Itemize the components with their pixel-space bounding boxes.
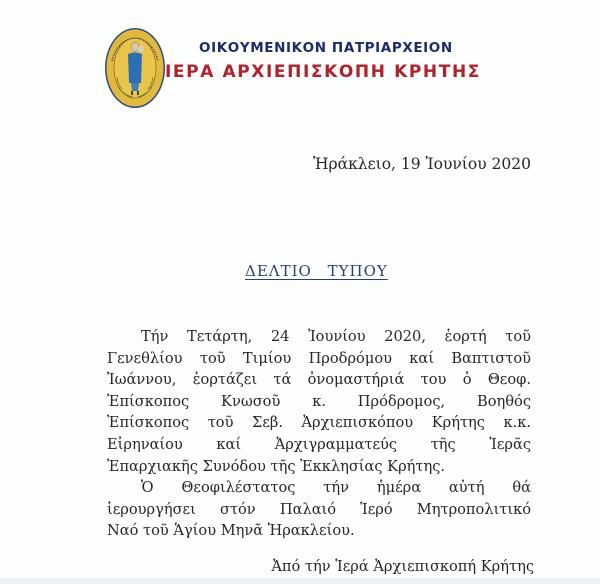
patriarchate-heading: ΟΙΚΟΥΜΕΝΙΚΟΝ ΠΑΤΡΙΑΡΧΕΙΟΝ (199, 40, 453, 56)
press-release-title: ΔΕΛΤΙΟ ΤΥΠΟΥ (245, 262, 388, 280)
text-line: ἱερουργήσει στόν Παλαιό Ἱερό Μητροπολιτικό (107, 500, 531, 518)
text-line: Γενεθλίου τοῦ Τιμίου Προδρόμου καί Βαπτιστοῦ (107, 349, 531, 367)
archdiocese-seal-icon (104, 27, 166, 109)
text-line: Ἐπαρχιακῆς Συνόδου τῆς Ἐκκλησίας Κρήτης. (107, 457, 446, 475)
paragraph-1 (107, 326, 531, 477)
text-line: Ναό τοῦ Ἁγίου Μηνᾶ Ἡρακλείου. (107, 522, 355, 540)
text-line: Ἐπίσκοπος τοῦ Σεβ. Ἀρχιεπισκόπου Κρήτης κ.κ. (107, 414, 531, 432)
signature-line: Ἀπό τήν Ἱερά Ἀρχιεπισκοπή Κρήτης (271, 558, 534, 575)
paragraph-2 (107, 477, 531, 542)
text-line: Ἐπίσκοπος Κνωσοῦ κ. Πρόδρομος, Βοηθός (107, 392, 531, 410)
text-line: Ὁ Θεοφιλέστατος τήν ἡμέρα αὐτή θά (141, 479, 531, 497)
text-line: Ἰωάννου, ἑορτάζει τά ὀνομαστήριά του ὁ Θεοφ. (107, 371, 531, 389)
text-line: Τήν Τετάρτη, 24 Ἰουνίου 2020, ἑορτή τοῦ (141, 328, 531, 345)
press-release-body (107, 326, 531, 542)
date-line: Ἡράκλειο, 19 Ἰουνίου 2020 (313, 155, 531, 173)
text-line: Εἰρηναίου καί Ἀρχιγραμματεύς τῆς Ἱερᾶς (107, 435, 531, 453)
archdiocese-heading: ΙΕΡΑ ΑΡΧΙΕΠΙΣΚΟΠΗ ΚΡΗΤΗΣ (165, 62, 481, 82)
page-bottom-edge (0, 578, 600, 584)
